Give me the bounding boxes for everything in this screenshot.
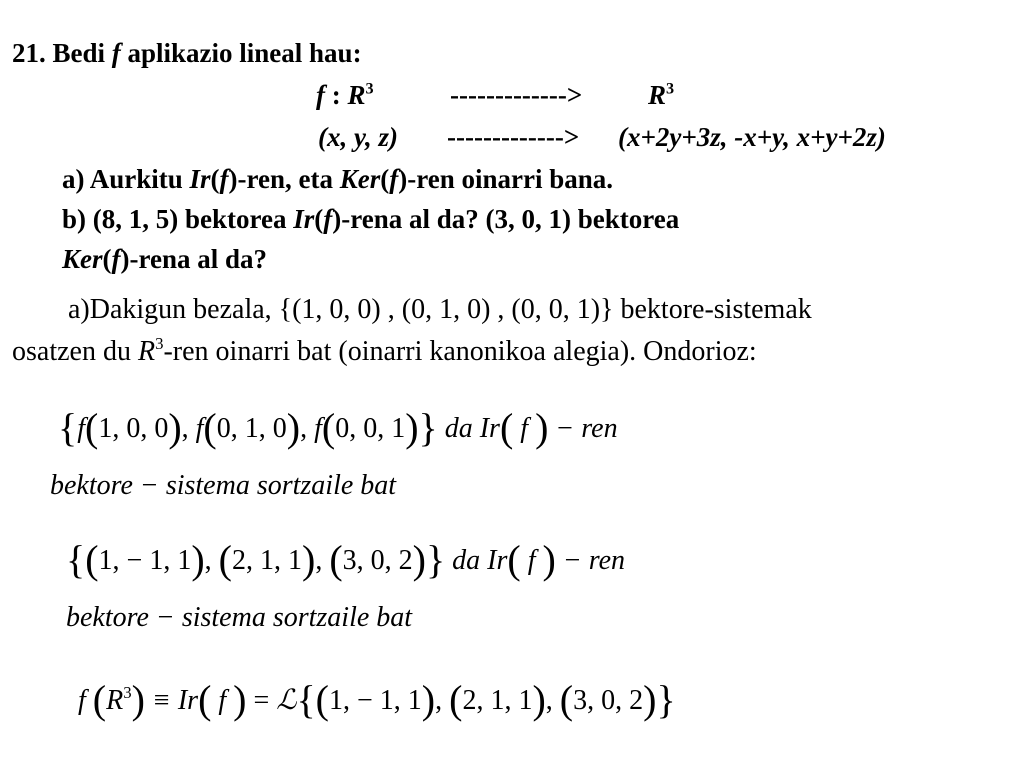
formula-1-line-2 [50,472,396,500]
answer-R-exp: 3 [155,334,164,354]
f3-c4: ) [532,677,546,722]
title-f: f [111,38,121,68]
f1-v2: 0, 1, 0 [216,413,287,444]
qb-f: f [323,204,333,234]
rule-lhs [318,124,398,151]
rule-arrow [447,124,579,151]
f1-s1: , [181,413,196,444]
qb-ir: Ir [293,204,315,234]
title-number: 21. Bedi [12,38,112,68]
f2-o1: ( [85,537,99,582]
f3-R: R [106,685,124,716]
f1-o2: ( [203,405,217,450]
map-arrow [450,82,582,109]
f3-o3: ( [315,677,329,722]
f3-f: f [78,685,93,716]
f2-c2: ) [301,537,316,582]
qb2-text: )-rena al da? [120,244,267,274]
f3-c1: ) [131,677,145,722]
qb2-ker: Ker [62,244,103,274]
f3-s1: , [435,685,450,716]
f2-s1: , [204,545,219,576]
f2-ren: − ren [555,545,626,576]
rule-arrow-text: -------------> [447,122,580,152]
f1-set-close: } [418,405,438,450]
f1-c1: ) [168,405,182,450]
qa-paren2: ( [380,164,390,194]
map-domain-exp: 3 [365,79,374,98]
f3-eq2: = [246,685,277,716]
map-f: f [316,80,325,110]
f2-o2: ( [218,537,232,582]
answer-R: R [137,336,156,367]
f3-o5: ( [559,677,574,722]
f3-s2: , [545,685,560,716]
map-arrow-text: -------------> [450,80,583,110]
answer-text-1: a)Dakigun bezala, {(1, 0, 0) , (0, 1, 0) , (0, 0, 1)} bektore-sistemak [68,294,812,325]
f3-exp: 3 [123,683,132,703]
f1-da: da Ir [437,413,500,444]
title-rest: aplikazio lineal hau: [120,38,362,68]
f1-c2: ) [286,405,301,450]
f1-t2: f [195,413,204,444]
formula-2 [66,537,626,582]
f2-f: f [520,545,543,576]
qb2-f: f [111,244,121,274]
qa-f: f [219,164,229,194]
f3-v1: 1, − 1, 1 [329,685,422,716]
f1-line2: bektore − sistema sortzaile bat [50,470,397,501]
problem-title [12,40,362,67]
qa-f2: f [389,164,399,194]
f3-eq: ≡ Ir [144,685,199,716]
f3-o1: ( [92,677,107,722]
f2-set-close: } [425,537,446,582]
question-a [62,166,613,193]
rule-lhs-text: (x, y, z) [318,122,398,152]
f3-c3: ) [421,677,436,722]
map-domain: R [347,80,366,110]
map-definition [316,79,374,110]
formula-2-line-2 [66,604,412,632]
f2-v2: 2, 1, 1 [231,545,302,576]
rule-rhs [618,124,886,151]
f1-o4: ( [499,405,514,450]
f1-set-open: { [58,405,78,450]
qa-paren: ( [210,164,220,194]
f1-ren: − ren [548,413,618,444]
answer-line-1 [68,296,812,324]
map-colon: : [325,80,348,110]
f3-o4: ( [449,677,463,722]
qb-paren: ( [314,204,324,234]
f2-v3: 3, 0, 2 [342,545,413,576]
f3-L: ℒ [276,685,297,716]
f3-ff: f [211,685,234,716]
f3-c2: ) [233,677,247,722]
f1-v1: 1, 0, 0 [98,413,169,444]
answer-line-2 [12,334,757,367]
f1-c4: ) [535,405,549,450]
f2-line2: bektore − sistema sortzaile bat [66,602,413,633]
f2-c1: ) [191,537,205,582]
rule-rhs-text: (x+2y+3z, -x+y, x+y+2z) [618,122,886,152]
f3-v3: 3, 0, 2 [573,685,644,716]
qb2-paren: ( [102,244,112,274]
f2-c4: ) [542,537,556,582]
formula-1 [58,405,618,450]
qb-text1: b) (8, 1, 5) bektorea [62,204,294,234]
f3-c5: ) [643,677,657,722]
formula-3 [78,677,676,722]
map-codomain-exp: 3 [666,79,675,98]
f2-set-open: { [66,537,86,582]
question-b [62,206,679,233]
f2-s2: , [315,545,330,576]
f1-o1: ( [84,405,99,450]
qa-text3: )-ren oinarri bana. [398,164,614,194]
question-b-cont [62,246,267,273]
qb-text2: )-rena al da? (3, 0, 1) bektorea [332,204,680,234]
f2-o3: ( [329,537,343,582]
f3-v2: 2, 1, 1 [462,685,533,716]
f1-t3: f [314,413,322,444]
f3-set-close: } [656,677,676,722]
f2-c3: ) [412,537,426,582]
f1-s2: , [300,413,315,444]
f1-f: f [513,413,536,444]
f1-t1: f [77,413,85,444]
map-codomain [648,79,675,110]
qa-text1: a) Aurkitu [62,164,190,194]
f3-o2: ( [198,677,212,722]
map-codomain-R: R [648,80,667,110]
f2-o4: ( [507,537,521,582]
f1-o3: ( [321,405,336,450]
qa-ker: Ker [339,164,381,194]
f2-da: da Ir [445,545,508,576]
qa-ir: Ir [189,164,211,194]
f3-set-open: { [296,677,316,722]
f1-v3: 0, 0, 1 [335,413,406,444]
answer-text-2b: -ren oinarri bat (oinarri kanonikoa alegia). Ondorioz: [163,336,757,367]
qa-text2: )-ren, eta [228,164,340,194]
f1-c3: ) [405,405,419,450]
answer-text-2a: osatzen du [12,336,138,367]
f2-v1: 1, − 1, 1 [98,545,192,576]
